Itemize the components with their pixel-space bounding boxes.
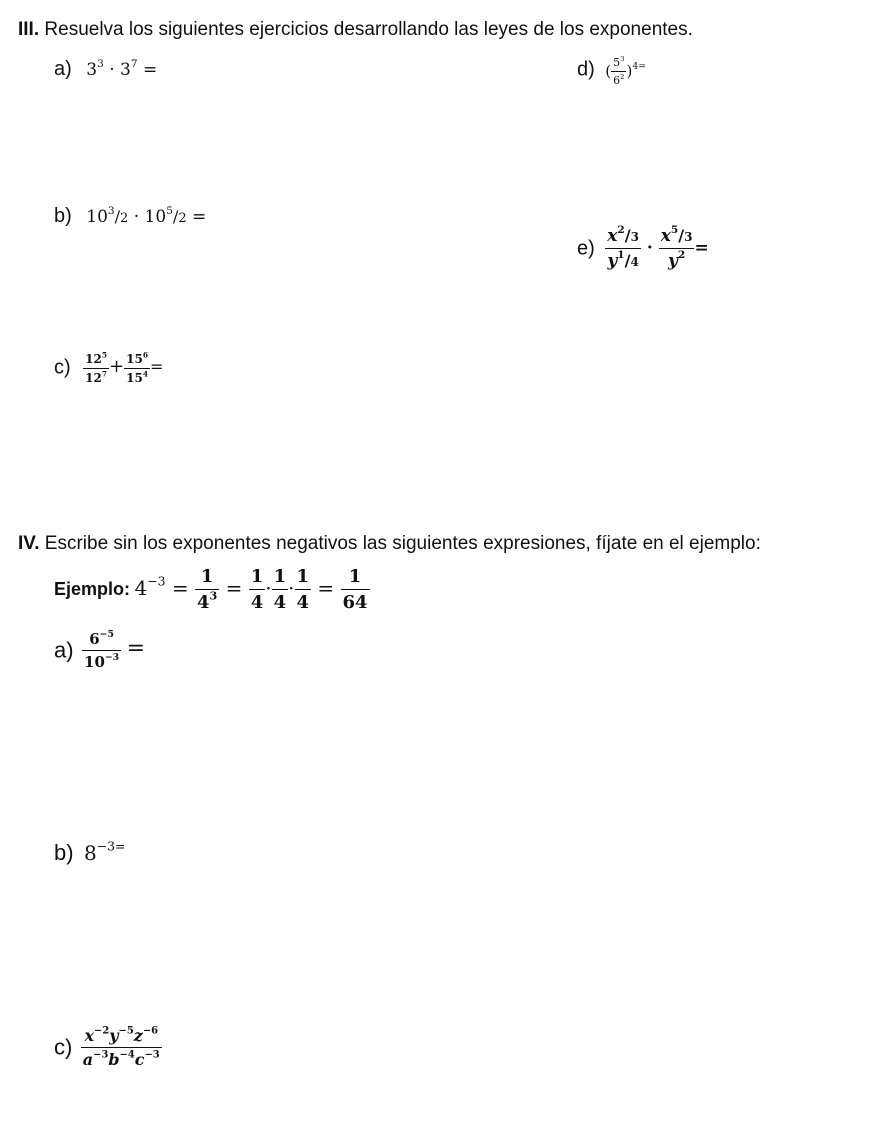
- exercise-3c-label: c): [54, 356, 71, 379]
- exercise-4a-label: a): [54, 637, 74, 663]
- exercise-4c-expression: $\frac{x^{-2}y^{-5}z^{-6}}{a^{-3}b^{-4}c^{-3}}$: [82, 1025, 160, 1069]
- section-4-title: Escribe sin los exponentes negativos las siguientes expresiones, fíjate en el ejemplo:: [44, 533, 761, 554]
- example: [54, 566, 370, 613]
- exercise-3e-expression: $\frac{x^2/3}{y^1/4}$ · $\frac{x^5/3}{y^2}$ =: [607, 224, 709, 271]
- exercise-3d-expression: ( $\frac{5^3}{6^2}$ )$^{4=}$: [605, 54, 647, 87]
- exercise-3d: [577, 56, 646, 87]
- exercise-3c: [54, 352, 163, 385]
- exercise-4a: [54, 630, 145, 671]
- example-expression: $4^{-3}$ = $\frac{1}{4^3}$ = $\frac{1}{4}$ · $\frac{1}{4}$ · $\frac{1}{4}$ = $\frac{1}{64}$: [134, 566, 368, 613]
- exercise-3a: [54, 58, 157, 81]
- section-3-number: III.: [18, 19, 40, 40]
- exercise-3b-expression: $10^3/2 \cdot 10^5/2$ =: [86, 205, 207, 227]
- exercise-3b-label: b): [54, 205, 72, 227]
- exercise-4b-expression: $8^{-3=}$: [84, 838, 126, 865]
- exercise-3c-expression: $\frac{12^5}{12^7}$ + $\frac{15^6}{15^4}$ =: [85, 350, 164, 385]
- exercise-4a-expression: $\frac{6^{-5}}{10^{-3}}$ =: [84, 629, 145, 671]
- section-4-number: IV.: [18, 533, 40, 554]
- exercise-4b: [54, 840, 125, 866]
- exercise-4b-label: b): [54, 840, 74, 865]
- exercise-3d-label: d): [577, 58, 595, 81]
- section-4-heading: [18, 533, 761, 555]
- section-3-title: Resuelva los siguientes ejercicios desarrollando las leyes de los exponentes.: [44, 19, 693, 40]
- exercise-3e: [577, 226, 709, 271]
- exercise-3a-expression: $3^3 \cdot 3^7$ =: [86, 58, 158, 80]
- exercise-3e-label: e): [577, 237, 595, 260]
- exercise-3b: [54, 205, 206, 228]
- example-label: Ejemplo:: [54, 579, 131, 599]
- exercise-4c: [54, 1026, 162, 1069]
- exercise-4c-label: c): [54, 1034, 73, 1060]
- exercise-3a-label: a): [54, 58, 72, 80]
- section-3-heading: [18, 19, 693, 41]
